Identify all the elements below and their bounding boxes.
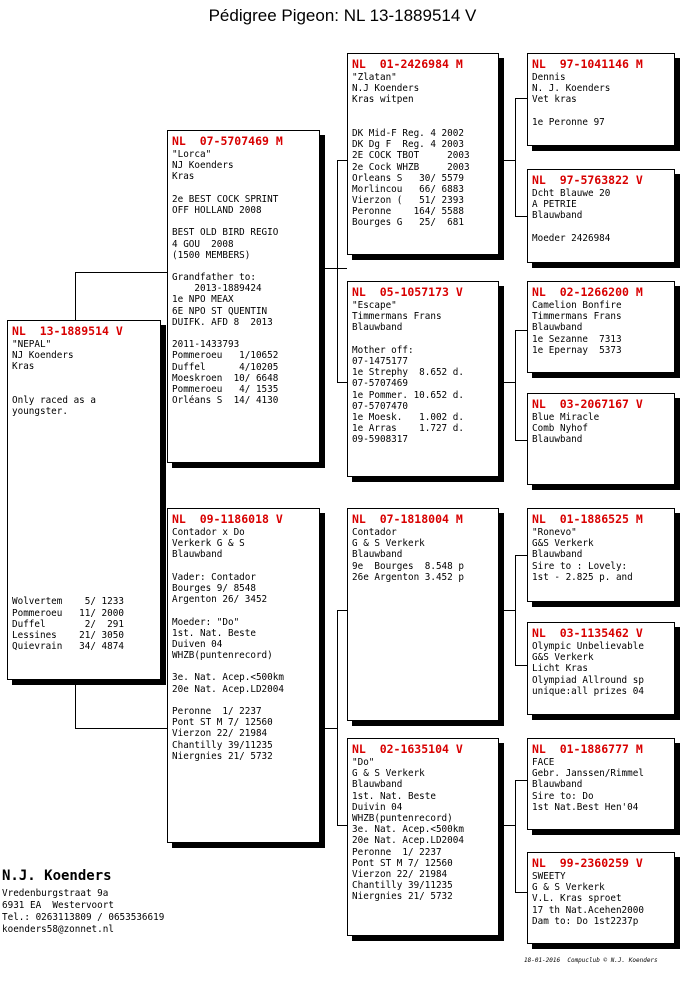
ring-number: NL 07-5707469 M (172, 134, 283, 148)
card-line: V.L. Kras sproet (532, 893, 622, 905)
card-line: 1st Nat.Best Hen'04 (532, 801, 639, 813)
card-line: Lessines 21/ 3050 (12, 629, 124, 641)
connector-line (337, 610, 347, 611)
card-line: "Do" (352, 757, 375, 768)
card-line: Duivin 04 (352, 801, 403, 813)
connector-line (515, 555, 527, 556)
card-line: (1500 MEMBERS) (172, 249, 251, 261)
card-line (12, 417, 156, 428)
breeder-city: 6931 EA Westervoort (2, 900, 114, 911)
card-line: 2013-1889424 (172, 283, 262, 295)
connector-line (320, 268, 347, 269)
dsd-card (527, 622, 675, 715)
page-title: Pédigree Pigeon: NL 13-1889514 V (208, 6, 477, 25)
card-line (12, 585, 156, 596)
sire-card (167, 130, 320, 463)
card-line: SWEETY (532, 871, 566, 882)
card-line (12, 429, 156, 440)
card-line (12, 496, 156, 507)
card-line: G & S Verkerk (532, 882, 605, 894)
connector-line (337, 160, 338, 382)
card-line: Peronne 1/ 2237 (172, 706, 262, 717)
card-line: Vierzon 22/ 21984 (352, 868, 448, 880)
card-line: Pont ST M 7/ 12560 (352, 857, 453, 869)
card-line: Timmermans Frans (352, 311, 442, 323)
card-line: 1e Epernay 5373 (532, 344, 622, 356)
card-line (12, 462, 156, 473)
card-line (532, 222, 670, 233)
card-line: 1e Peronne 97 (532, 116, 605, 128)
card-line: 1e Moesk. 1.002 d. (352, 411, 464, 423)
ring-number: NL 09-1186018 V (172, 512, 283, 526)
ring-number: NL 07-1818004 M (352, 512, 463, 526)
card-line: 07-5707469 (352, 378, 408, 390)
card-line: Blauwband (352, 322, 403, 334)
card-line: Orléans S 14/ 4130 (172, 395, 279, 407)
card-line: 1st. Nat. Beste (172, 627, 256, 639)
card-line (532, 106, 670, 117)
connector-line (75, 678, 76, 728)
connector-line (75, 272, 167, 273)
connector-line (515, 555, 516, 665)
ring-number: NL 97-5763822 V (532, 173, 643, 187)
card-line: youngster. (12, 406, 68, 418)
card-line (12, 574, 156, 585)
card-line: G&S Verkerk (532, 652, 594, 664)
card-line: 1e Strephy 8.652 d. (352, 367, 464, 379)
card-line: Pommeroeu 1/10652 (172, 350, 279, 362)
dds-card (527, 738, 675, 830)
card-line (12, 507, 156, 518)
card-line: Grandfather to: (172, 272, 256, 284)
card-line: Duiven 04 (172, 638, 223, 650)
card-line: G&S Verkerk (532, 538, 594, 550)
breeder-tel: Tel.: 0263113809 / 0653536619 (2, 912, 165, 923)
card-line: Blauwband (172, 549, 223, 561)
connector-line (499, 382, 515, 383)
connector-line (515, 780, 516, 892)
card-line: DK Dg F Reg. 4 2003 (352, 139, 464, 151)
card-line (172, 261, 315, 272)
connector-line (515, 98, 527, 99)
subject-card (7, 320, 161, 680)
card-line: 1e Pommer. 10.652 d. (352, 389, 464, 401)
card-line: Morlincou 66/ 6883 (352, 183, 464, 195)
card-line: BEST OLD BIRD REGIO (172, 227, 279, 239)
sss-card (527, 53, 675, 146)
card-line: Dennis (532, 72, 566, 83)
card-line: Sire to: Do (532, 790, 594, 802)
card-line: Camelion Bonfire (532, 300, 622, 311)
card-line (352, 106, 494, 117)
card-line: Dcht Blauwe 20 (532, 188, 611, 199)
card-line: 07-5707470 (352, 400, 408, 412)
card-line: Bourges G 25/ 681 (352, 217, 464, 229)
card-line: "Lorca" (172, 149, 212, 160)
connector-line (515, 330, 527, 331)
dam-sire-card (347, 508, 499, 721)
ring-number: NL 01-2426984 M (352, 57, 463, 71)
connector-line (75, 728, 167, 729)
connector-line (337, 825, 347, 826)
card-line: N. J. Koenders (532, 83, 611, 95)
card-line: Dam to: Do 1st2237p (532, 915, 639, 927)
card-line: 17 th Nat.Acehen2000 (532, 904, 644, 916)
card-line (172, 661, 315, 672)
dam-card (167, 508, 320, 843)
card-line: "Escape" (352, 300, 397, 311)
card-line: Only raced as a (12, 394, 96, 406)
card-line (12, 373, 156, 384)
card-line: 3e. Nat. Acep.<500km (352, 824, 464, 836)
connector-line (515, 780, 527, 781)
card-line (172, 561, 315, 572)
card-line: Argenton 26/ 3452 (172, 594, 268, 606)
card-line: Mother off: (352, 344, 414, 356)
card-line: Blauwband (352, 779, 403, 791)
card-line: Gebr. Janssen/Rimmel (532, 768, 644, 780)
card-line: Blauwband (532, 322, 583, 334)
ring-number: NL 99-2360259 V (532, 856, 643, 870)
card-line (12, 484, 156, 495)
card-line: Orleans S 30/ 5579 (352, 172, 464, 184)
card-line: Timmermans Frans (532, 311, 622, 323)
card-line: Moeder: "Do" (172, 616, 240, 628)
card-line (172, 695, 315, 706)
card-line: G & S Verkerk (352, 538, 425, 550)
card-line (172, 183, 315, 194)
card-line: 2e Cock WHZB 2003 (352, 161, 470, 173)
card-line (12, 529, 156, 540)
ssd-card (527, 169, 675, 263)
card-line: Duffel 2/ 291 (12, 618, 124, 630)
card-line: 1e Arras 1.727 d. (352, 423, 464, 435)
card-line: 1e Sezanne 7313 (532, 333, 622, 345)
card-line (172, 216, 315, 227)
card-line: Blauwband (532, 779, 583, 791)
card-line: Vierzon 22/ 21984 (172, 728, 268, 740)
card-line: unique:all prizes 04 (532, 685, 644, 697)
sds-card (527, 281, 675, 373)
card-line: 07-1475177 (352, 355, 408, 367)
card-line: NJ Koenders (12, 350, 74, 362)
card-line: 4 GOU 2008 (172, 238, 234, 250)
breeder-email: koenders58@zonnet.nl (2, 924, 114, 935)
ring-number: NL 03-1135462 V (532, 626, 643, 640)
card-line: Blue Miracle (532, 412, 600, 423)
connector-line (499, 160, 515, 161)
connector-line (337, 610, 338, 825)
card-line: 2E COCK TBOT 2003 (352, 150, 470, 162)
card-line: Vierzon ( 51/ 2393 (352, 195, 464, 207)
card-line: Moeder 2426984 (532, 232, 611, 244)
connector-line (515, 98, 516, 216)
card-line: 1e NPO MEAX (172, 294, 234, 306)
card-line: Vet kras (532, 94, 577, 106)
card-line: Blauwband (532, 210, 583, 222)
card-line: DUIFK. AFD 8 2013 (172, 316, 273, 328)
card-line: 6E NPO ST QUENTIN (172, 305, 268, 317)
card-line: FACE (532, 757, 555, 768)
card-line: Pont ST M 7/ 12560 (172, 717, 273, 729)
connector-line (499, 610, 515, 611)
connector-line (515, 440, 527, 441)
card-line: Blauwband (532, 549, 583, 561)
card-line: Peronne 1/ 2237 (352, 846, 442, 858)
card-line: 20e Nat. Acep.LD2004 (172, 683, 284, 695)
card-line: N.J Koenders (352, 83, 420, 95)
connector-line (337, 160, 347, 161)
ddd-card (527, 852, 675, 944)
card-line: 1st. Nat. Beste (352, 790, 436, 802)
card-line (12, 518, 156, 529)
card-line (12, 540, 156, 551)
card-line: Bourges 9/ 8548 (172, 582, 256, 594)
ring-number: NL 01-1886525 M (532, 512, 643, 526)
ring-number: NL 02-1266200 M (532, 285, 643, 299)
card-line: Sire to : Lovely: (532, 560, 628, 572)
card-line: 9e Bourges 8.548 p (352, 560, 464, 572)
card-line: 1st - 2.825 p. and (532, 571, 633, 583)
card-line: Chantilly 39/11235 (352, 880, 453, 892)
card-line: A PETRIE (532, 199, 577, 211)
card-line: Contador (352, 527, 397, 538)
card-line: Pommeroeu 4/ 1535 (172, 383, 279, 395)
card-line: WHZB(puntenrecord) (172, 650, 273, 662)
card-line: Olympic Unbelievable (532, 641, 644, 652)
ring-number: NL 13-1889514 V (12, 324, 123, 338)
ring-number: NL 01-1886777 M (532, 742, 643, 756)
card-line: Niergnies 21/ 5732 (172, 750, 273, 762)
connector-line (499, 825, 515, 826)
footer-credit: 18-01-2016 Compuclub © N.J. Koenders (524, 957, 658, 964)
card-line: Contador x Do (172, 527, 245, 538)
card-line: DK Mid-F Reg. 4 2002 (352, 127, 464, 139)
connector-line (515, 330, 516, 440)
card-line: Moeskroen 10/ 6648 (172, 372, 279, 384)
card-line: 2e BEST COCK SPRINT (172, 193, 279, 205)
dss-card (527, 508, 675, 602)
card-line (12, 473, 156, 484)
card-line: Kras (12, 361, 35, 373)
card-line (12, 552, 156, 563)
card-line: 26e Argenton 3.452 p (352, 571, 464, 583)
card-line: Verkerk G & S (172, 538, 245, 550)
card-line: Kras (172, 171, 195, 183)
connector-line (75, 272, 76, 322)
sire-dam-card (347, 281, 499, 477)
card-line (172, 328, 315, 339)
card-line: Peronne 164/ 5588 (352, 206, 464, 218)
card-line: Comb Nyhof (532, 423, 588, 435)
card-line (12, 384, 156, 395)
connector-line (337, 382, 347, 383)
connector-line (515, 892, 527, 893)
card-line: "Ronevo" (532, 527, 577, 538)
card-line: Kras witpen (352, 94, 414, 106)
card-line (12, 563, 156, 574)
card-line: Blauwband (352, 549, 403, 561)
card-line: 3e. Nat. Acep.<500km (172, 672, 284, 684)
card-line: G & S Verkerk (352, 768, 425, 780)
ring-number: NL 97-1041146 M (532, 57, 643, 71)
card-line: Duffel 4/10205 (172, 361, 279, 373)
card-line: WHZB(puntenrecord) (352, 812, 453, 824)
card-line: "Zlatan" (352, 72, 397, 83)
card-line: OFF HOLLAND 2008 (172, 204, 262, 216)
card-line: 09-5908317 (352, 434, 408, 446)
connector-line (320, 728, 337, 729)
card-line (172, 605, 315, 616)
sdd-card (527, 393, 675, 485)
card-line (12, 451, 156, 462)
sire-sire-card (347, 53, 499, 255)
card-line: Pommeroeu 11/ 2000 (12, 607, 124, 619)
card-line: Quievrain 34/ 4874 (12, 641, 124, 653)
card-line: NJ Koenders (172, 160, 234, 172)
breeder-name: N.J. Koenders (2, 868, 112, 884)
ring-number: NL 02-1635104 V (352, 742, 463, 756)
card-line (352, 334, 494, 345)
card-line: Licht Kras (532, 663, 588, 675)
breeder-address: Vredenburgstraat 9a (2, 888, 109, 899)
card-line: Niergnies 21/ 5732 (352, 891, 453, 903)
card-line: Olympiad Allround sp (532, 674, 644, 686)
card-line: Chantilly 39/11235 (172, 739, 273, 751)
ring-number: NL 03-2067167 V (532, 397, 643, 411)
ring-number: NL 05-1057173 V (352, 285, 463, 299)
card-line: 2011-1433793 (172, 339, 240, 351)
card-line (352, 117, 494, 128)
card-line: Vader: Contador (172, 571, 256, 583)
card-line: "NEPAL" (12, 339, 52, 350)
card-line: Blauwband (532, 434, 583, 446)
card-line: Wolvertem 5/ 1233 (12, 596, 124, 608)
card-line (12, 440, 156, 451)
card-line: 20e Nat. Acep.LD2004 (352, 835, 464, 847)
connector-line (515, 665, 527, 666)
dam-dam-card (347, 738, 499, 936)
connector-line (515, 216, 527, 217)
